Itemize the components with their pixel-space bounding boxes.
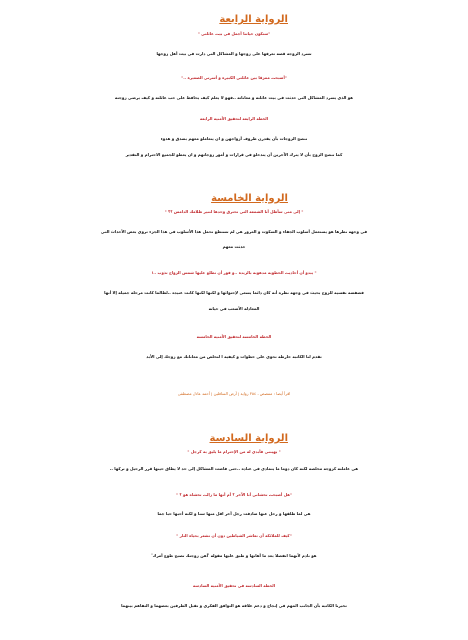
section-heading-4: الرواية الرابعة (219, 14, 288, 25)
quote-5-2: " يبدو أن أحاديث الخطوبة مدهونة بالزبدة ..و فور أن تطلع عليها شمس الزواج تذوب ..! (151, 270, 317, 275)
paragraph-5-1a: في وجهة نظرها هو يستعمل أسلوب الجفاء و السكوت و الغرور هي لم تستطع تحمل هذا الأسلوب في هذا الجزء تروي بعض الأحداث التي (100, 229, 368, 234)
quote-5-1: " إلى متى سأظل أنا الشمعة التي تحترق وحدها لتنير ظلامك الدامس ؟؟ " (164, 209, 304, 214)
paragraph-5-1b: حدثت معهم (222, 244, 246, 249)
paragraph-5-3: تقدم لنا الكاتبة خارطة تحوي على خطوات و كيفية ا لتخلص من معاناتك مع زوجك إلى الأبد (146, 354, 322, 359)
paragraph-4-3a: تنصح الزوجات بأن يقدرن ظروف أزواجهن و ان يتعاملو معهم بصدق و هدوء (160, 136, 308, 141)
read-also-link[interactable]: اقرأ أيضا : متنصص ، ٣٥٤ رواية | أرض السافلين | أحمد عادل مصطفى (177, 391, 291, 396)
paragraph-6-1: هي عاملته كزوجة مخلصة لكنه كان دوما ما يتمادى في عناده ..حتى فاضت المشاكل إلى حد لا يطاق حينها قرر الرحيل و تركها .. (109, 466, 359, 471)
paragraph-6-3: هو نادم لأنهما انفصلا بعد ما أهانها و طبق عليها مقولة 'أهن زوجتك تصبح طوع أمرك' (151, 553, 317, 558)
section-heading-6: الرواية السادسة (209, 433, 288, 444)
paragraph-6-2: هي لما طلقها و رحل عنها صادفت رجل آخر اقل منها سنا و لكنه أحبها حبا جما (157, 511, 311, 516)
quote-6-2: "هل أصبحت تخشاني أنا الآخر ؟ أم أنها ما زالت تخشاه هو ؟ " (176, 492, 292, 497)
quote-4-1: "ستكون حياتنا أجمل في بيت عائلتي " (197, 31, 271, 36)
paragraph-5-2b: المعادله الأصعب في حياته (208, 306, 260, 311)
paragraph-4-2: هو الذي يسرد المشاكل التي حدثت في بيت عائلته و معاناته ..فهو لا يعلم كيف يحافظ على حب عائلته و كيف يرضي زوجته (114, 95, 354, 100)
paragraph-4-3b: كما تنصح الزوج بأن لا يترك الآخرين أن يتدخلو في قرارات و أمور زوجاتهم و ان يعطو للجميع الاحترام و التقدير (125, 152, 343, 157)
plan-heading-4: الخطة الرابعة لتحقيق الأمنية الرابعة (199, 116, 269, 121)
section-heading-5: الرواية الخامسة (211, 193, 288, 204)
plan-heading-5: الخطة الخامسة لتحقيق الأمنية الخامسة (196, 334, 272, 339)
paragraph-6-4: تخبرنا الكاتبة بأن الجانب المهم في إنجاح و دعم علاقة هو التوافق الفكري و تقبل الطرفين بعضهما و التفاهم بينهما (121, 603, 347, 608)
paragraph-4-1: تسرد الزوجة قصة تعرفها على زوجها و المشاكل التي دارت في بيت أهل زوجها (156, 51, 312, 56)
quote-4-2: "أصبحت ممزقا بين عائلتي الكبيرة و أسرتي الصغيرة .." (181, 75, 287, 80)
quote-6-3: "كيف للملائكة أن تعاشر الشياطين دون أن تشعر بحياة النار " (176, 533, 292, 538)
quote-6-1: " يهينني فأبدي له من الإحترام ما يليق به كرجل " (187, 449, 281, 454)
plan-heading-6: الخطة السادسة في تحقيق الأمنية السادسة (192, 583, 276, 588)
paragraph-5-2a: فضفضة نفسية للزوج بحيث في وجهة نظره أنه كان دائما يسعى لإحتوائها و لكنها لكنها كانت عنيده ..لطالما كانت مرحله جميله إلا أنها (104, 290, 364, 295)
